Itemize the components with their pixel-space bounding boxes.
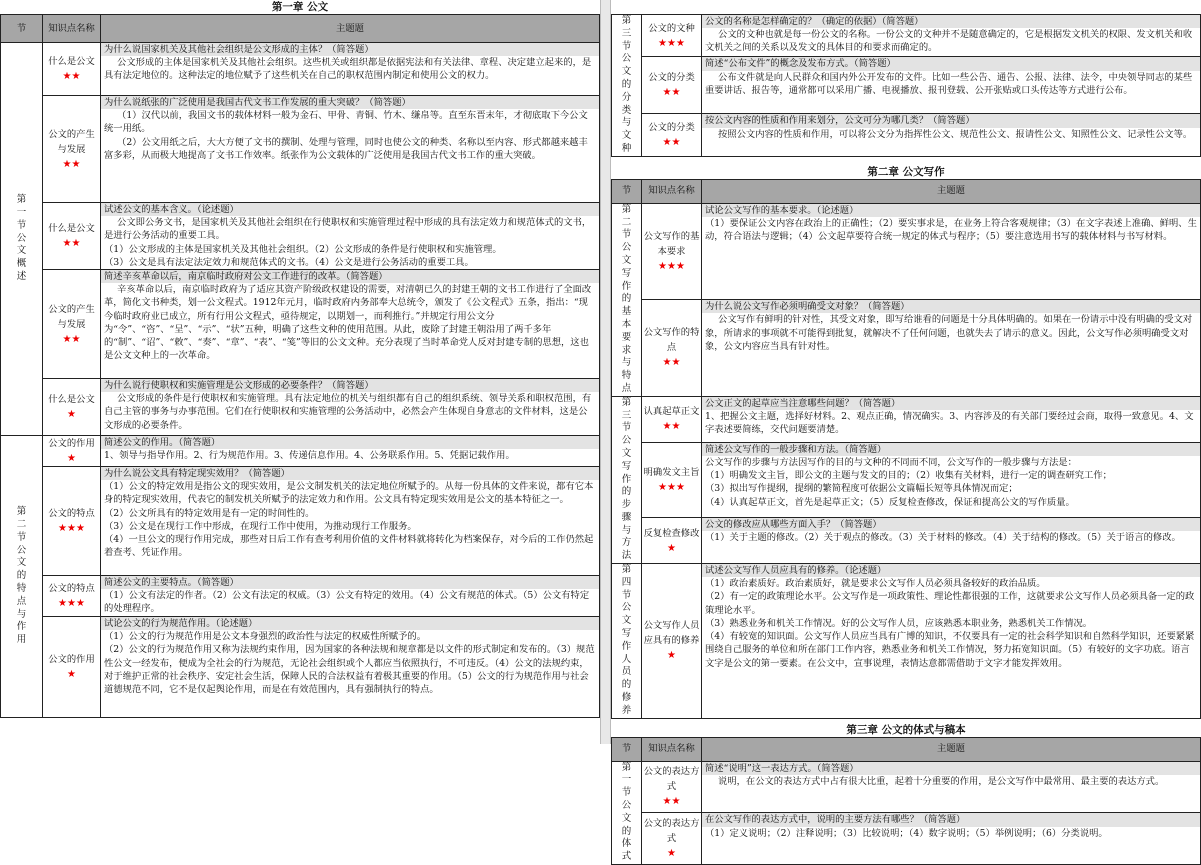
point-name: 公文的表达方式 [643,766,700,793]
table-row [612,813,1201,865]
answer-text: （1）汉代以前，我国文书的载体材料一般为金石、甲骨、青铜、竹木、缣帛等。直至东晋末年，才彻底取下今公文统一用纸。 [104,110,588,135]
topic-cell [702,15,1201,57]
answer-text: 公布文件就是向人民群众和国内外公开发布的文件。比如一些公告、通告、公报、法律、法令，中央领导同志的某些重要讲话、报告等，通常都可以采用广播、电视播放、报刊登载、公开张贴或口头传达等方式进行公布。 [705,71,1193,96]
point-name: 公文的作用 [48,438,95,450]
answer-text: （1）关于主题的修改。（2）关于观点的修改。（3）关于材料的修改。（4）关于结构的修改。（5）关于语言的修改。 [705,532,1181,544]
question-text: 试述公文写作人员应具有的修养。（论述题） [702,564,1200,577]
answer-text: （3）公文是在现行工作中形成，在现行工作中使用，为推动现行工作服务。 [104,520,417,532]
header-section: 节 [1,15,43,43]
question-text: 公文的名称是怎样确定的？（确定的依据）（简答题） [702,15,1200,28]
answer-text: 说明，在公文的表达方式中占有很大比重，起着十分重要的作用，是公文写作中最常用、最主要的表达方式。 [718,775,1165,787]
header-section: 节 [612,179,642,203]
table-row [1,96,600,203]
section-name: 第二节 公文写作的基本要求与特点 [621,203,632,394]
point-cell [43,576,101,617]
point-cell [43,379,101,436]
topic-cell [101,379,600,436]
topic-cell [101,467,600,576]
table-row [1,270,600,379]
table-row [1,467,600,576]
answer-text: 公文即公务文书，是国家机关及其他社会组织在行使职权和实施管理过程中形成的具有法定效力和规范体式的文书，是进行公务活动的重要工具。 [104,217,592,242]
topic-cell [702,57,1201,114]
point-name: 公文的分类 [648,72,695,84]
question-text: 简述公文的主要特点。（简答题） [101,576,599,589]
page-gutter [600,0,611,744]
answer-text: 辛亥革命以后，南京临时政府为了适应其资产阶级政权建设的需要，对清朝已久的封建王朝的文书工作进行了全面改革，简化文书种类，划一公文程式。1912年元月，临时政府内务部奉大总统令，颁发了《公文程式》五条，指出：“现今临时政府业已成立，所有行用公文程式，亟待规定，以期划一，而利推行。”并规定行用公文分为“令”、“咨”、“呈”、“示”、“状”五种，明确了这些文种的使用范围。从此，废除了封建王朝沿用了两千多年的“制”、“诏”、“敕”、“奏”、“章”、“表”、“笺”等旧的公文文种。充分表现了当时革命党人反对封建专制的思想，这也是公文文种上的一次革命。 [104,284,592,362]
table-row [612,203,1201,299]
point-name: 公文写作人员应具有的修养 [643,620,700,647]
point-name: 公文写作的特点 [643,327,700,354]
answer-text: 公文写作有鲜明的针对性，其受文对象，即写给谁看的问题是十分具体明确的。如果在一份请示中没有明确的受文对象，所请求的事项就不可能得到批复，就解决不了任何问题，也就失去了请示的意义。因此，公文写作必须明确受文对象，公文内容应当具有针对性。 [705,314,1193,352]
point-name: 认真起草正文 [643,406,700,418]
answer-text: （2）公文所具有的特定效用是有一定的时间性的。 [104,507,315,519]
question-text: 试论公文的行为规范作用。（论述题） [101,617,599,630]
point-name: 公文的表达方式 [643,818,700,845]
table-row [1,203,600,270]
answer-text: （1）明确发文主旨，即公文的主题与发文的目的；（2）收集有关材料，进行一定的调查研究工作； [705,470,1112,482]
star-rating: ★★★ [658,481,685,493]
point-name: 公文的产生与发展 [48,303,95,330]
section-cell [1,43,43,436]
table-row [612,57,1201,114]
star-rating: ★ [67,453,76,465]
point-cell [642,564,702,719]
point-cell [43,203,101,270]
star-rating: ★★★ [58,523,85,535]
topic-cell [101,576,600,617]
point-cell [43,617,101,718]
answer-text: （4）一旦公文的现行作用完成，那些对日后工作有查考利用价值的文件材料就将转化为档案保存，对今后的工作仍然起着查考、凭证作用。 [104,534,594,559]
table-row [612,761,1201,813]
question-text: 试论公文写作的基本要求。（论述题） [702,204,1200,217]
answer-text: （1）公文有法定的作者。（2）公文有法定的权威。（3）公文有特定的效用。（4）公文有规范的体式。（5）公文有特定的处理程序。 [104,590,590,615]
point-cell [642,15,702,57]
question-text: 为什么说公文具有特定现实效用？（简答题） [101,467,599,480]
star-rating: ★★ [62,238,81,249]
table-row [612,114,1201,156]
chapter1-table [0,14,600,718]
star-rating: ★★★ [658,261,685,272]
answer-text: （4）认真起草正文，首先是起草正文；（5）反复检查修改，保证和提高公文的写作质量。 [705,496,1075,508]
question-text: 为什么说公文写作必须明确受文对象？（简答题） [702,300,1200,313]
answer-text: （1）要保证公文内容在政治上的正确性；（2）要实事求是，在业务上符合客观规律；（3）在文字表述上准确、鲜明、生动，符合语法与逻辑；（4）公文起草要符合统一规定的体式与程序；（5）要注意选用书写的载体材料与书写材料。 [705,217,1197,243]
section-name: 第一节 公文的体式 [621,761,632,863]
answer-text: （2）公文的行为规范作用又称为法规约束作用，因为国家的各种法规和规章都是以文件的形式制定和发布的。（3）规范性公文一经发布，便成为全社会的行为规范，无论社会组织或个人都应当依照执行，不可违反。（4）公文的法规约束，对于维护正常的社会秩序、安定社会生活，保障人民的合法权益有着极其重要的作用。（5）公文的行为规范作用与社会道德规范不同，它不是仅起舆论作用，而是在有效范围内，具有强制执行的特点。 [104,644,595,696]
point-cell [43,43,101,96]
table-row [612,396,1201,442]
table-row [1,576,600,617]
question-text: 试述公文的基本含义。（论述题） [101,203,599,216]
point-name: 明确发文主旨 [643,466,700,478]
header-topic: 主题题 [702,737,1201,761]
section-name: 第一节 公文概述 [16,194,27,282]
point-name: 公文的文种 [648,22,695,34]
section-name: 第三节 公文的分类与文种 [621,15,632,154]
topic-cell [101,203,600,270]
answer-text: 公文形成的条件是行使职权和实施管理。具有法定地位的机关与组织都有自己的组织系统、领导关系和职权范围，有自己主管的事务与办事范围。它们在行使职权和实施管理的公务活动中，必然会产生体现自身意志的文件材料，这是公文形成的必要条件。 [104,393,592,431]
star-rating: ★★ [662,796,681,808]
question-text: 在公文写作的表达方式中，说明的主要方法有哪些？（简答题） [702,813,1200,826]
answer-text: （2）有一定的政策理论水平。公文写作是一项政策性、理论性都很强的工作，这就要求公文写作人员必须具备一定的政策理论水平。 [705,591,1195,616]
point-cell [43,270,101,379]
point-name: 反复检查修改 [643,527,700,539]
section-cell [612,396,642,563]
question-text: 按公文内容的性质和作用来划分，公文可分为哪几类？（简答题） [702,114,1200,127]
topic-cell [101,43,600,96]
answer-text: （3）公文是具有法定法定效力和规范体式的文书。（4）公文是进行公务活动的重要工具。 [104,256,474,268]
table-row [612,564,1201,719]
table-row [1,617,600,718]
topic-cell [101,270,600,379]
header-topic: 主题题 [101,15,600,43]
point-cell [642,300,702,396]
star-rating: ★★ [662,421,681,433]
point-name: 公文写作的基本要求 [643,231,700,257]
question-text: 为什么说行使职权和实施管理是公文形成的必要条件？（简答题） [101,379,599,392]
question-text: 公文正文的起草应当注意哪些问题？（简答题） [702,397,1200,410]
section-cell [612,203,642,396]
chapter1-continued-table [611,14,1201,157]
point-cell [642,57,702,114]
topic-cell [702,518,1201,564]
star-rating: ★★★ [58,598,85,610]
topic-cell [702,761,1201,813]
section-name: 第二节 公文的特点与作用 [16,506,27,646]
point-name: 什么是公文 [48,223,95,234]
header-topic: 主题题 [702,179,1201,203]
star-rating: ★★ [662,87,681,99]
point-name: 公文的特点 [48,583,95,595]
table-row [612,442,1201,517]
point-name: 公文的分类 [648,122,695,134]
answer-text: 公文的文种也就是每一份公文的名称。一份公文的文种并不是随意确定的，它是根据发文机关的权限、发文机关和收文机关之间的关系以及发文的具体目的和要求而确定的。 [705,29,1193,54]
answer-text: （1）定义说明；（2）注释说明；（3）比较说明；（4）数字说明；（5）举例说明；（6）分类说明。 [705,827,1108,839]
point-cell [43,467,101,576]
star-rating: ★★★ [658,37,685,49]
star-rating: ★★ [62,333,81,345]
answer-text: （1）政治素质好。政治素质好，就是要求公文写作人员必须具备较好的政治品质。 [705,578,1046,590]
star-rating: ★ [667,848,676,860]
answer-text: （1）公文的行为规范作用是公文本身强烈的政治性与法定的权威性所赋予的。 [104,631,427,643]
topic-cell [101,436,600,467]
chapter2-table [611,179,1201,719]
answer-text: 1、领导与指导作用。2、行为规范作用。3、传递信息作用。4、公务联系作用。5、凭据记载作用。 [104,450,515,462]
right-page [611,0,1201,863]
question-text: 简述“公布文件”的概念及发布方式。（简答题） [702,57,1200,70]
answer-text: 按照公文内容的性质和作用，可以将公文分为指挥性公文、规范性公文、报请性公文、知照性公文、记录性公文等。 [718,128,1193,140]
question-text: 公文的修改应从哪些方面入手？（简答题） [702,518,1200,531]
topic-cell [702,114,1201,156]
point-cell [642,442,702,517]
point-cell [642,396,702,442]
question-text: 简述公文的作用。（简答题） [101,436,599,449]
topic-cell [702,300,1201,396]
point-cell [642,813,702,865]
question-text: 简述公文写作的一般步骤和方法。（简答题） [702,443,1200,456]
header-point: 知识点名称 [43,15,101,43]
question-text: 为什么说国家机关及其他社会组织是公文形成的主体？（简答题） [101,43,599,56]
table-row [612,300,1201,396]
section-cell [612,761,642,864]
point-cell [43,436,101,467]
point-cell [642,203,702,299]
star-rating: ★ [67,409,76,421]
topic-cell [702,396,1201,442]
section-name: 第三节 公文写作的步骤与方法 [621,396,632,562]
header-point: 知识点名称 [642,179,702,203]
table-row [1,379,600,436]
question-text: 简述辛亥革命以后，南京临时政府对公文工作进行的改革。（简答题） [101,270,599,283]
chapter3-table [611,737,1201,865]
header-point: 知识点名称 [642,737,702,761]
star-rating: ★ [67,669,76,681]
point-cell [642,761,702,813]
star-rating: ★★ [662,137,681,149]
answer-text: （3）熟悉业务和机关工作情况。好的公文写作人员，应该熟悉本职业务，熟悉机关工作情况。 [705,617,1093,629]
section-name: 第四节 公文写作人员的修养 [621,564,632,716]
question-text: 简述“说明”这一表达方式。（简答题） [702,762,1200,775]
point-cell [642,518,702,564]
table-row [612,518,1201,564]
header-section: 节 [612,737,642,761]
point-name: 公文的特点 [48,508,95,520]
topic-cell [101,96,600,203]
point-cell [642,114,702,156]
topic-cell [702,813,1201,865]
answer-text: 公文形成的主体是国家机关及其他社会组织。这些机关或组织都是依据宪法和有关法律、章程、决定建立起来的，是具有法定地位的。这种法定的地位赋予了这些机关在自己的职权范围内制定和使用公文的权力。 [104,57,592,82]
question-text: 为什么说纸张的广泛使用是我国古代文书工作发展的重大突破？（简答题） [101,96,599,109]
table-row [1,436,600,467]
point-name: 什么是公文 [48,56,95,67]
answer-text: 公文写作的步骤与方法因写作的目的与文种的不同而不同，公文写作的一般步骤与方法是： [705,456,1077,468]
star-rating: ★ [667,650,676,662]
topic-cell [702,442,1201,517]
point-name: 什么是公文 [48,394,95,406]
point-name: 公文的作用 [48,654,95,666]
section-cell [1,436,43,718]
table-row [612,15,1201,57]
answer-text: （2）公文用纸之后，大大方便了文书的撰制、处理与管理，同时也使公文的种类、名称以至内容、形式都越来越丰富多彩，从而极大地提高了文书工作效率。纸张作为公文载体的广泛使用是我国古代文书工作的重大突破。 [104,136,588,161]
point-name: 公文的产生与发展 [48,128,95,155]
section-cell [612,564,642,719]
answer-text: 1、把握公文主题，选择好材料。2、观点正确，情况确实。3、内容涉及的有关部门要经过会商，取得一致意见。4、文字表述要简练，交代问题要清楚。 [705,410,1194,436]
point-cell [43,96,101,203]
star-rating: ★ [667,542,676,554]
answer-text: （3）拟出写作提纲，提纲的繁简程度可依据公文篇幅长短等具体情况而定； [705,483,1018,495]
topic-cell [101,617,600,718]
chapter-title: 第一章 公文 [271,1,329,13]
star-rating: ★★ [62,158,81,170]
topic-cell [702,203,1201,299]
answer-text: （4）有较宽的知识面。公文写作人员应当具有广博的知识，不仅要具有一定的社会科学知识和自然科学知识，还要紧紧围绕自己服务的单位和所在部门工作内容，熟悉业务和机关工作情况，努力拓宽知识面。（5）有较好的文字功底。语言文字是公文的第一要素。在公文中，宣事说理，表情达意都需借助于文字才能发挥效用。 [705,631,1195,669]
star-rating: ★★ [662,357,681,369]
chapter3-title: 第三章 公文的体式与稿本 [846,723,966,736]
answer-text: （1）公文形成的主体是国家机关及其他社会组织。（2）公文形成的条件是行使职权和实施管理。 [104,243,502,255]
section-cell [612,15,642,157]
star-rating: ★★ [62,71,81,82]
table-row [1,43,600,96]
left-page [0,0,600,744]
topic-cell [702,564,1201,719]
answer-text: （1）公文的特定效用是指公文的现实效用，是公文制发机关的法定地位所赋予的。从每一份具体的文件来说，都有它本身的特定现实效用，代表它的制发机关所赋予的法定效力和作用。公文具有特定现实效用是公文的基本特征之一。 [104,481,594,506]
chapter2-title: 第二章 公文写作 [867,165,945,178]
